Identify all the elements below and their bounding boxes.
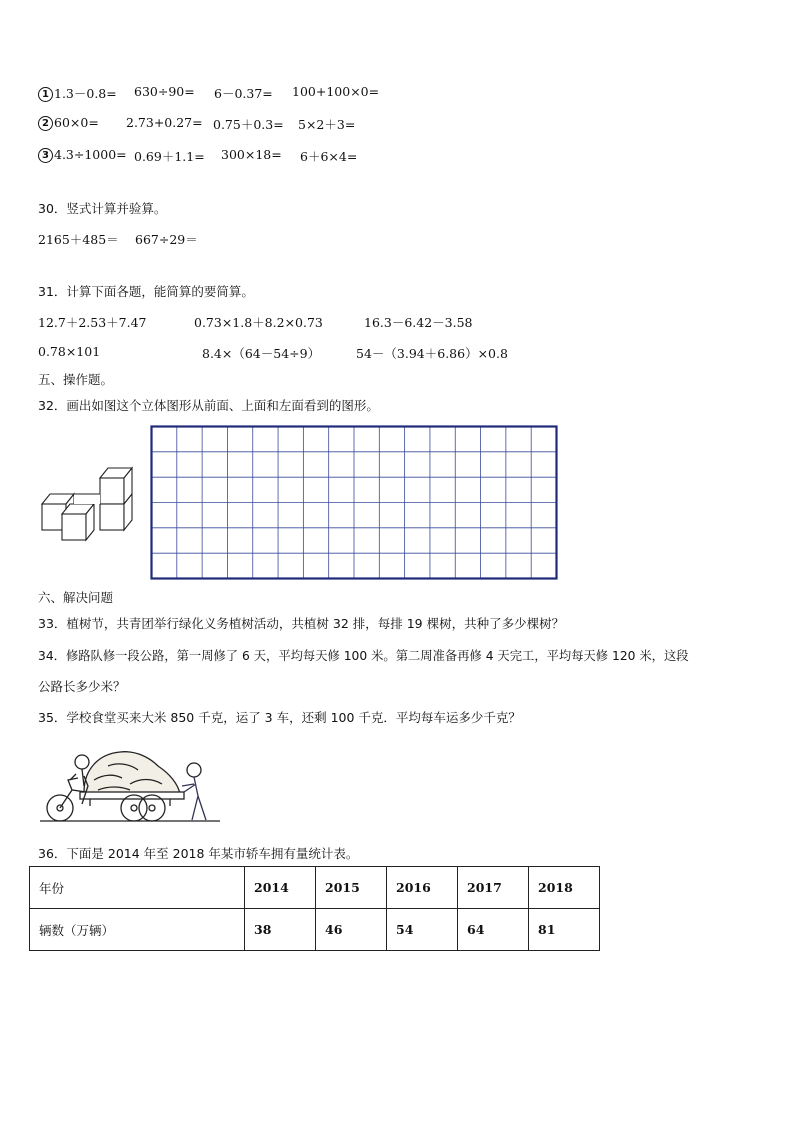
math-item: 630÷90= (134, 84, 195, 99)
table-row (30, 909, 600, 951)
tricycle-cart-illustration (38, 740, 224, 824)
table-header-cell: 年份 (30, 867, 245, 909)
section-heading: 六、解决问题 (38, 590, 114, 605)
table-cell: 38 (245, 909, 316, 951)
math-item: 0.75＋0.3= (213, 117, 284, 132)
math-item: 6－0.37= (214, 86, 273, 101)
table-header-cell: 2014 (245, 867, 316, 909)
q31-item: 12.7＋2.53＋7.47 (38, 315, 147, 330)
q31-title: 31．计算下面各题，能简算的要简算。 (38, 284, 254, 299)
math-item: 6＋6×4= (300, 149, 358, 164)
cube-stack-figure (38, 462, 142, 548)
circle-number-marker: 3 (38, 148, 53, 163)
q34-text-line2: 公路长多少米？ (38, 679, 126, 694)
q30-item: 2165＋485＝ (38, 232, 119, 247)
q31-item: 16.3－6.42－3.58 (364, 315, 473, 330)
mental-math-row-1 (38, 84, 398, 100)
statistics-table (29, 866, 600, 951)
table-header-cell: 2016 (387, 867, 458, 909)
table-header-cell: 2017 (458, 867, 529, 909)
math-item: 5×2＋3= (298, 117, 356, 132)
circle-number-marker: 2 (38, 116, 53, 131)
mental-math-row-3 (38, 147, 398, 163)
math-item: 2.73+0.27= (126, 115, 203, 130)
table-cell: 辆数（万辆） (30, 909, 245, 951)
section-heading: 五、操作题。 (38, 372, 114, 387)
math-item: 4.3÷1000= (54, 147, 127, 162)
q35-text: 35．学校食堂买来大米 850 千克，运了 3 车，还剩 100 千克．平均每车运多少千克？ (38, 710, 521, 725)
table-cell: 54 (387, 909, 458, 951)
mental-math-row-2 (38, 115, 398, 131)
q32-title: 32．画出如图这个立体图形从前面、上面和左面看到的图形。 (38, 398, 379, 413)
q31-item: 0.78×101 (38, 344, 101, 359)
grid-lines (150, 425, 558, 580)
q31-item: 8.4×（64－54÷9） (202, 346, 321, 361)
table-header-cell: 2018 (529, 867, 600, 909)
table-cell: 81 (529, 909, 600, 951)
drawing-grid[interactable] (150, 425, 558, 580)
math-item: 100+100×0= (292, 84, 380, 99)
table-header-cell: 2015 (316, 867, 387, 909)
math-item: 300×18= (221, 147, 282, 162)
math-item: 1.3－0.8= (54, 86, 117, 101)
q31-item: 0.73×1.8＋8.2×0.73 (194, 315, 323, 330)
q33-text: 33．植树节，共青团举行绿化义务植树活动，共植树 32 排，每排 19 棵树，共种了多少棵树？ (38, 616, 565, 631)
math-item: 60×0= (54, 115, 99, 130)
math-item: 0.69＋1.1= (134, 149, 205, 164)
circle-number-marker: 1 (38, 87, 53, 102)
q36-title: 36．下面是 2014 年至 2018 年某市轿车拥有量统计表。 (38, 846, 359, 861)
table-row (30, 867, 600, 909)
q34-text-line1: 34．修路队修一段公路，第一周修了 6 天，平均每天修 100 米。第二周准备再修 4 天完工，平均每天修 120 米，这段 (38, 649, 689, 663)
q30-item: 667÷29＝ (135, 232, 198, 247)
q30-title: 30．竖式计算并验算。 (38, 201, 167, 216)
table-cell: 64 (458, 909, 529, 951)
table-cell: 46 (316, 909, 387, 951)
q31-item: 54－（3.94＋6.86）×0.8 (356, 346, 508, 361)
